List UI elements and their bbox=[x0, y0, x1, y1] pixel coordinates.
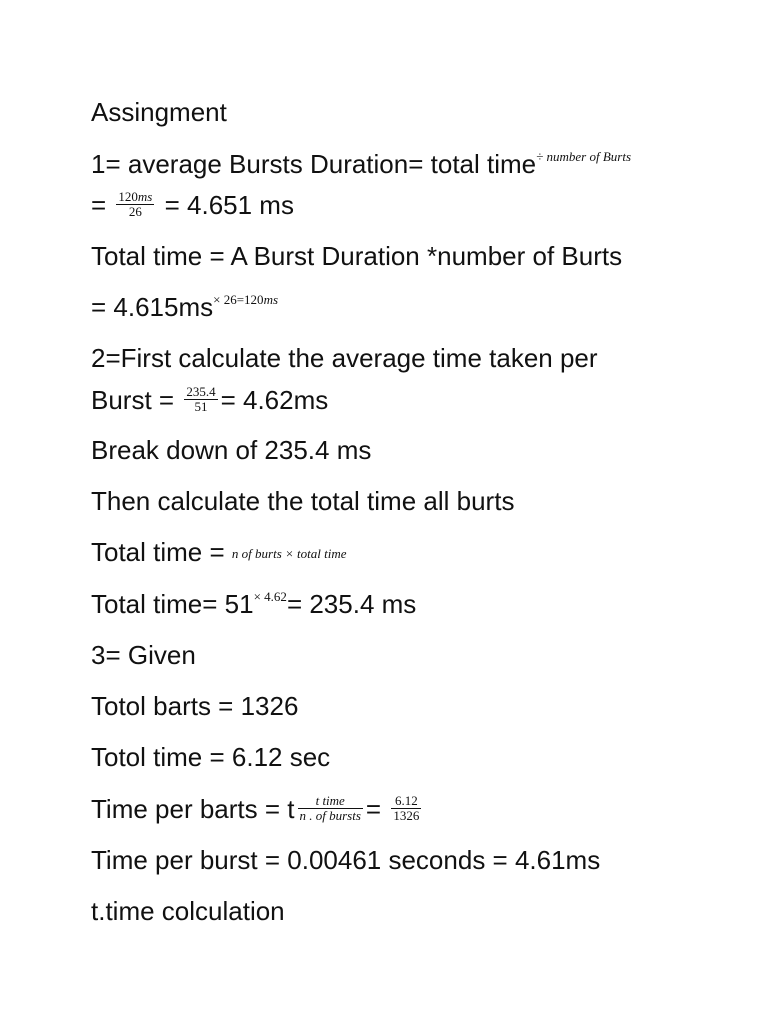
q1-line-2 bbox=[91, 189, 294, 222]
q3-line-2: Totol barts = 1326 bbox=[91, 691, 299, 721]
q1-fraction-numerator-value: 120 bbox=[118, 188, 138, 204]
q3-fraction-1-numerator: t time bbox=[298, 794, 363, 809]
q3-fraction-2-numerator: 6.12 bbox=[391, 794, 421, 809]
q2-line-3: Break down of 235.4 ms bbox=[91, 435, 372, 465]
q2-fraction bbox=[184, 385, 217, 414]
q2-fraction-denominator: 51 bbox=[194, 398, 208, 414]
q1-line-3: Total time = A Burst Duration *number of Burts bbox=[91, 241, 623, 271]
q3-line-3: Totol time = 6.12 sec bbox=[91, 742, 331, 772]
q3-line-4 bbox=[91, 793, 424, 826]
q1-line-4-superscript-b: ms bbox=[263, 292, 279, 307]
q2-line-6-text-b: = 235.4 ms bbox=[286, 589, 417, 619]
q3-fraction-2 bbox=[391, 794, 421, 823]
q1-line-1-text: 1= average Bursts Duration= total time bbox=[91, 149, 537, 179]
q2-line-2 bbox=[91, 384, 328, 417]
q3-line-6: t.time colculation bbox=[91, 896, 285, 926]
q1-line-4-superscript-a: × 26=120 bbox=[213, 292, 264, 307]
q2-line-2-prefix: Burst = bbox=[91, 385, 182, 415]
q2-line-1: 2=First calculate the average time taken per bbox=[91, 343, 598, 373]
q1-line-1-superscript: ÷ number of Burts bbox=[536, 149, 632, 164]
q1-fraction-numerator bbox=[116, 190, 154, 205]
q2-line-2-suffix: = 4.62ms bbox=[220, 385, 329, 415]
q3-fraction-1-denominator: n . of bursts bbox=[299, 807, 361, 823]
q3-line-1: 3= Given bbox=[91, 640, 196, 670]
q2-line-6-text-a: Total time= 51 bbox=[91, 589, 254, 619]
q1-line-4 bbox=[91, 291, 278, 323]
q3-line-5: Time per burst = 0.00461 seconds = 4.61ms bbox=[91, 845, 601, 875]
q1-fraction-numerator-unit: ms bbox=[137, 188, 153, 204]
q2-line-6 bbox=[91, 588, 416, 620]
q2-line-4: Then calculate the total time all burts bbox=[91, 486, 515, 516]
q1-line-2-prefix: = bbox=[91, 190, 114, 220]
q3-line-4-equals: = bbox=[365, 794, 389, 824]
q2-line-5-formula: n of burts × total time bbox=[231, 546, 347, 561]
q3-fraction-2-denominator: 1326 bbox=[393, 807, 420, 823]
q1-line-1 bbox=[91, 148, 631, 180]
q2-line-5 bbox=[91, 536, 347, 568]
q2-line-6-superscript: × 4.62 bbox=[253, 589, 287, 604]
q3-fraction-1 bbox=[298, 794, 363, 823]
q1-line-4-text: = 4.615ms bbox=[91, 292, 214, 322]
q3-line-4-text: Time per barts = t bbox=[91, 794, 295, 824]
q1-line-4-superscript bbox=[213, 293, 278, 306]
q2-line-5-text: Total time = bbox=[91, 537, 232, 567]
document-title: Assingment bbox=[91, 97, 227, 127]
q1-line-2-suffix: = 4.651 ms bbox=[157, 190, 294, 220]
q1-fraction bbox=[116, 190, 154, 219]
q1-fraction-denominator: 26 bbox=[128, 203, 142, 219]
q2-fraction-numerator: 235.4 bbox=[186, 383, 216, 399]
